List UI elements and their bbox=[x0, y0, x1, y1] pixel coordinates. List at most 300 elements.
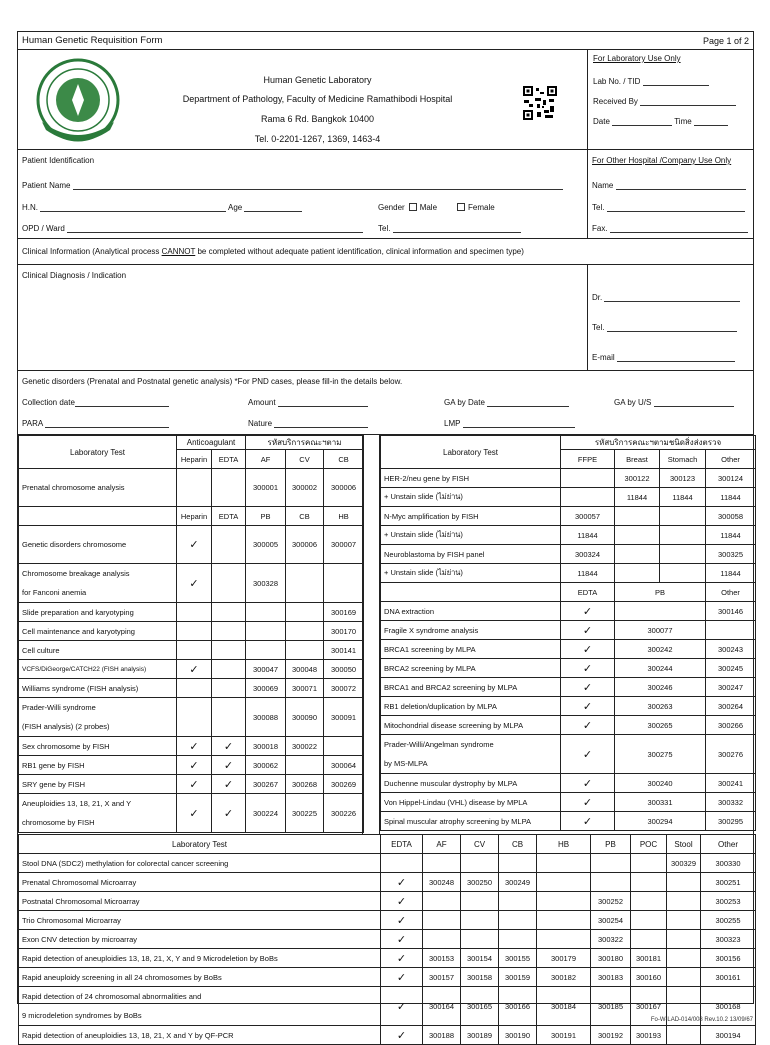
code-cell[interactable]: 300005 bbox=[246, 526, 286, 564]
code-cell[interactable]: 300123 bbox=[660, 469, 706, 488]
code-cell[interactable]: 300188 bbox=[423, 1026, 461, 1045]
lt-header-code: รหัสบริการคณะฯตาม bbox=[246, 436, 364, 450]
bt-h-poc: POC bbox=[631, 835, 667, 854]
check-mark: ✓ bbox=[212, 756, 246, 775]
bt-h-edta: EDTA bbox=[381, 835, 423, 854]
code-cell[interactable]: 300166 bbox=[499, 987, 537, 1026]
code-cell[interactable]: 300243 bbox=[706, 640, 756, 659]
test-aneuploidies-fish[interactable] bbox=[19, 794, 177, 833]
code-cell[interactable]: 300154 bbox=[461, 949, 499, 968]
bottom-test-name[interactable]: Rapid detection of aneuploidies 13, 18, 21, X and Y by QF-PCR bbox=[19, 1026, 381, 1045]
code-cell[interactable]: 11844 bbox=[706, 564, 756, 583]
rt-h2-pb: PB bbox=[615, 583, 706, 602]
code-cell[interactable]: 300169 bbox=[324, 603, 364, 622]
doctor-panel bbox=[587, 265, 753, 370]
test-chromosome-breakage[interactable] bbox=[19, 564, 177, 603]
other-name-label: Name bbox=[592, 181, 614, 190]
check-mark: ✓ bbox=[177, 564, 212, 603]
lt-h2-heparin: Heparin bbox=[177, 507, 212, 526]
code-cell[interactable] bbox=[423, 930, 461, 949]
code-cell[interactable]: 300250 bbox=[461, 873, 499, 892]
test-line: Prader-Willi syndrome bbox=[22, 703, 96, 712]
genetic-title: Genetic disorders (Prenatal and Postnatal genetic analysis) *For PND cases, please fill-in the details below. bbox=[22, 377, 403, 386]
ga-us-field[interactable] bbox=[654, 399, 734, 407]
test-unstain-slide[interactable]: + Unstain slide (ไม่ย่าน) bbox=[381, 526, 561, 545]
test-vhl[interactable]: Von Hippel-Lindau (VHL) disease by MPLA bbox=[381, 793, 561, 812]
code-cell[interactable] bbox=[499, 930, 537, 949]
ga-date-field[interactable] bbox=[487, 399, 569, 407]
lmp-label: LMP bbox=[444, 419, 461, 428]
code-cell[interactable]: 300077 bbox=[615, 621, 706, 640]
patient-tel-field[interactable] bbox=[393, 225, 521, 233]
code-cell[interactable] bbox=[667, 968, 701, 987]
code-cell[interactable]: 300191 bbox=[537, 1026, 591, 1045]
code-cell[interactable]: 300179 bbox=[537, 949, 591, 968]
code-cell[interactable]: 300192 bbox=[591, 1026, 631, 1045]
collection-date-field[interactable] bbox=[75, 399, 169, 407]
check-mark: ✓ bbox=[381, 911, 423, 930]
lt-h2-pb: PB bbox=[246, 507, 286, 526]
dr-field[interactable] bbox=[604, 294, 740, 302]
check-mark: ✓ bbox=[177, 794, 212, 833]
male-checkbox[interactable] bbox=[409, 203, 417, 211]
code-cell[interactable]: 300072 bbox=[324, 679, 364, 698]
code-cell[interactable]: 300194 bbox=[701, 1026, 756, 1045]
test-vcfs[interactable]: VCFS/DiGeorge/CATCH22 (FISH analysis) bbox=[19, 660, 177, 679]
lmp-field[interactable] bbox=[463, 420, 575, 428]
bottom-test-name[interactable]: Stool DNA (SDC2) methylation for colorectal cancer screening bbox=[19, 854, 381, 873]
test-duchenne[interactable]: Duchenne muscular dystrophy by MLPA bbox=[381, 774, 561, 793]
code-cell[interactable]: 300155 bbox=[499, 949, 537, 968]
code-cell[interactable]: 300240 bbox=[615, 774, 706, 793]
clinical-note-cannot: CANNOT bbox=[161, 247, 196, 256]
code-cell[interactable]: 300006 bbox=[286, 526, 324, 564]
code-cell[interactable]: 300295 bbox=[706, 812, 756, 831]
lab-use-panel bbox=[587, 50, 753, 149]
date-field[interactable] bbox=[612, 118, 672, 126]
code-cell[interactable]: 300275 bbox=[615, 735, 706, 774]
opd-ward-label: OPD / Ward bbox=[22, 224, 65, 233]
code-cell[interactable] bbox=[667, 930, 701, 949]
code-cell[interactable]: 300048 bbox=[286, 660, 324, 679]
code-cell[interactable]: 300328 bbox=[246, 564, 286, 603]
test-mitochondrial[interactable]: Mitochondrial disease screening by MLPA bbox=[381, 716, 561, 735]
code-cell[interactable]: 300331 bbox=[615, 793, 706, 812]
code-cell[interactable]: 300181 bbox=[631, 949, 667, 968]
code-cell[interactable] bbox=[667, 911, 701, 930]
clinical-diagnosis-area[interactable] bbox=[18, 265, 587, 370]
rt-h-breast: Breast bbox=[615, 450, 660, 469]
test-prenatal-chromosome[interactable]: Prenatal chromosome analysis bbox=[19, 469, 177, 507]
test-unstain-slide[interactable]: + Unstain slide (ไม่ย่าน) bbox=[381, 488, 561, 507]
code-cell[interactable] bbox=[667, 949, 701, 968]
code-cell[interactable]: 300153 bbox=[423, 949, 461, 968]
bottom-test-name[interactable]: Prenatal Chromosomal Microarray bbox=[19, 873, 381, 892]
test-brca2[interactable]: BRCA2 screening by MLPA bbox=[381, 659, 561, 678]
code-cell[interactable] bbox=[461, 911, 499, 930]
code-cell[interactable]: 300324 bbox=[561, 545, 615, 564]
test-sma[interactable]: Spinal muscular atrophy screening by MLPA bbox=[381, 812, 561, 831]
code-cell[interactable] bbox=[537, 911, 591, 930]
patient-id-title: Patient Identification bbox=[22, 156, 95, 165]
form-code-footer: Fo-W-LAD-014/008 Rev.10.2 13/09/67 bbox=[650, 1017, 753, 1023]
code-cell[interactable]: 300268 bbox=[286, 775, 324, 794]
code-cell[interactable] bbox=[537, 930, 591, 949]
code-cell[interactable]: 300248 bbox=[423, 873, 461, 892]
test-cell-culture[interactable]: Cell culture bbox=[19, 641, 177, 660]
rt-h2-edta: EDTA bbox=[561, 583, 615, 602]
other-tel-label: Tel. bbox=[592, 203, 605, 212]
check-mark: ✓ bbox=[212, 737, 246, 756]
code-cell[interactable]: 300323 bbox=[701, 930, 756, 949]
code-cell[interactable]: 300255 bbox=[701, 911, 756, 930]
code-cell[interactable]: 300064 bbox=[324, 756, 364, 775]
bt-h-stool: Stool bbox=[667, 835, 701, 854]
code-cell[interactable]: 300168 bbox=[701, 987, 756, 1026]
code-cell[interactable]: 300265 bbox=[615, 716, 706, 735]
code-cell[interactable]: 300329 bbox=[667, 854, 701, 873]
hn-field[interactable] bbox=[40, 204, 226, 212]
other-hospital-title: For Other Hospital /Company Use Only bbox=[592, 156, 732, 165]
code-cell[interactable]: 300294 bbox=[615, 812, 706, 831]
department: Department of Pathology, Faculty of Medicine Ramathibodi Hospital bbox=[182, 94, 453, 104]
code-cell[interactable]: 11844 bbox=[561, 526, 615, 545]
code-cell[interactable]: 300158 bbox=[461, 968, 499, 987]
code-cell[interactable]: 300182 bbox=[537, 968, 591, 987]
code-cell[interactable]: 300018 bbox=[246, 737, 286, 756]
code-cell[interactable]: 11844 bbox=[660, 488, 706, 507]
test-line: (FISH analysis) (2 probes) bbox=[22, 722, 110, 731]
lt-h-edta: EDTA bbox=[212, 450, 246, 469]
rt-h-other: Other bbox=[706, 450, 756, 469]
lt-h-af: AF bbox=[246, 450, 286, 469]
code-cell[interactable]: 300276 bbox=[706, 735, 756, 774]
code-cell[interactable]: 300146 bbox=[706, 602, 756, 621]
check-mark: ✓ bbox=[561, 640, 615, 659]
lab-no-field[interactable] bbox=[643, 78, 709, 86]
female-label: Female bbox=[468, 203, 495, 212]
code-cell[interactable]: 300183 bbox=[591, 968, 631, 987]
code-cell[interactable]: 300069 bbox=[246, 679, 286, 698]
code-cell[interactable]: 300225 bbox=[286, 794, 324, 833]
other-name-field[interactable] bbox=[616, 182, 746, 190]
code-cell[interactable] bbox=[461, 854, 499, 873]
code-cell[interactable]: 300090 bbox=[286, 698, 324, 737]
lab-telephone: Tel. 0-2201-1267, 1369, 1463-4 bbox=[254, 134, 381, 144]
code-cell[interactable] bbox=[631, 911, 667, 930]
test-brca1-brca2[interactable]: BRCA1 and BRCA2 screening by MLPA bbox=[381, 678, 561, 697]
code-cell[interactable]: 300058 bbox=[706, 507, 756, 526]
code-cell[interactable] bbox=[537, 854, 591, 873]
code-cell[interactable] bbox=[461, 930, 499, 949]
code-cell[interactable]: 300164 bbox=[423, 987, 461, 1026]
test-line: for Fanconi anemia bbox=[22, 588, 87, 597]
check-mark: ✓ bbox=[561, 678, 615, 697]
bt-h-pb: PB bbox=[591, 835, 631, 854]
code-cell[interactable]: 300242 bbox=[615, 640, 706, 659]
address: Rama 6 Rd. Bangkok 10400 bbox=[260, 114, 375, 124]
lt-h2-cb: CB bbox=[286, 507, 324, 526]
amount-field[interactable] bbox=[278, 399, 368, 407]
code-cell[interactable] bbox=[591, 854, 631, 873]
code-cell[interactable]: 300006 bbox=[324, 469, 364, 507]
rt-header-code: รหัสบริการคณะฯตามชนิดสิ่งส่งตรวจ bbox=[561, 436, 756, 450]
rt-h-stomach: Stomach bbox=[660, 450, 706, 469]
code-cell[interactable]: 300184 bbox=[537, 987, 591, 1026]
test-rb1-mlpa[interactable]: RB1 deletion/duplication by MLPA bbox=[381, 697, 561, 716]
age-field[interactable] bbox=[244, 204, 302, 212]
other-tel-field[interactable] bbox=[607, 204, 745, 212]
code-cell[interactable]: 11844 bbox=[561, 564, 615, 583]
other-fax-label: Fax. bbox=[592, 224, 608, 233]
code-cell[interactable] bbox=[499, 854, 537, 873]
code-cell[interactable]: 300246 bbox=[615, 678, 706, 697]
check-mark: ✓ bbox=[561, 735, 615, 774]
code-cell[interactable]: 300071 bbox=[286, 679, 324, 698]
table-row bbox=[19, 930, 756, 949]
patient-identification bbox=[18, 150, 587, 238]
code-cell[interactable]: 300022 bbox=[286, 737, 324, 756]
code-cell[interactable]: 300159 bbox=[499, 968, 537, 987]
form-header bbox=[18, 32, 753, 50]
received-by-field[interactable] bbox=[640, 98, 736, 106]
test-line: Rapid detection of 24 chromosomal abnormalities and bbox=[22, 992, 202, 1001]
other-fax-field[interactable] bbox=[610, 225, 748, 233]
code-cell[interactable] bbox=[631, 892, 667, 911]
test-line: Chromosome breakage analysis bbox=[22, 569, 130, 578]
code-cell[interactable]: 11844 bbox=[706, 526, 756, 545]
code-cell[interactable]: 300267 bbox=[246, 775, 286, 794]
rt-h-ffpe: FFPE bbox=[561, 450, 615, 469]
check-mark: ✓ bbox=[561, 697, 615, 716]
code-cell[interactable]: 300245 bbox=[706, 659, 756, 678]
code-cell[interactable]: 300253 bbox=[701, 892, 756, 911]
test-line: Aneuploidies 13, 18, 21, X and Y bbox=[22, 799, 132, 808]
bottom-test-name[interactable] bbox=[19, 987, 381, 1026]
para-field[interactable] bbox=[45, 420, 169, 428]
code-cell[interactable]: 300170 bbox=[324, 622, 364, 641]
patient-name-label: Patient Name bbox=[22, 181, 71, 190]
hospital-logo bbox=[18, 50, 138, 149]
patient-name-field[interactable] bbox=[73, 182, 563, 190]
code-cell[interactable]: 300251 bbox=[701, 873, 756, 892]
test-rb1-fish[interactable]: RB1 gene by FISH bbox=[19, 756, 177, 775]
check-mark: ✓ bbox=[381, 987, 423, 1026]
test-line: chromosome by FISH bbox=[22, 818, 95, 827]
test-her2[interactable]: HER-2/neu gene by FISH bbox=[381, 469, 561, 488]
lab-address-block bbox=[138, 50, 587, 149]
table-row bbox=[19, 987, 756, 1026]
qr-code bbox=[523, 86, 557, 120]
code-cell[interactable] bbox=[631, 873, 667, 892]
code-cell[interactable]: 300325 bbox=[706, 545, 756, 564]
code-cell[interactable] bbox=[423, 911, 461, 930]
lt-h-heparin: Heparin bbox=[177, 450, 212, 469]
code-cell[interactable] bbox=[631, 854, 667, 873]
test-williams[interactable]: Williams syndrome (FISH analysis) bbox=[19, 679, 177, 698]
code-cell[interactable]: 300264 bbox=[706, 697, 756, 716]
amount-label: Amount bbox=[248, 398, 276, 407]
genetic-disorders-section bbox=[18, 371, 753, 435]
code-cell[interactable]: 300062 bbox=[246, 756, 286, 775]
hn-label: H.N. bbox=[22, 203, 38, 212]
table-row bbox=[19, 968, 756, 987]
left-test-table bbox=[18, 435, 364, 833]
test-genetic-disorders[interactable]: Genetic disorders chromosome bbox=[19, 526, 177, 564]
code-cell[interactable] bbox=[423, 854, 461, 873]
clinical-info-note bbox=[18, 239, 753, 265]
test-dna-extraction[interactable]: DNA extraction bbox=[381, 602, 561, 621]
check-mark: ✓ bbox=[177, 526, 212, 564]
code-cell[interactable]: 300124 bbox=[706, 469, 756, 488]
code-cell[interactable]: 300247 bbox=[706, 678, 756, 697]
bt-h-cv: CV bbox=[461, 835, 499, 854]
test-prader-willi[interactable] bbox=[19, 698, 177, 737]
lab-use-title: For Laboratory Use Only bbox=[593, 54, 681, 63]
table-row bbox=[19, 873, 756, 892]
clinical-note-pre: Clinical Information (Analytical process bbox=[22, 247, 162, 256]
code-cell[interactable]: 300091 bbox=[324, 698, 364, 737]
opd-ward-field[interactable] bbox=[67, 225, 363, 233]
email-field[interactable] bbox=[617, 354, 735, 362]
rt-header-test: Laboratory Test bbox=[381, 436, 561, 469]
code-cell[interactable]: 300263 bbox=[615, 697, 706, 716]
code-cell[interactable]: 300167 bbox=[631, 987, 667, 1026]
test-prader-willi-angelman[interactable] bbox=[381, 735, 561, 774]
time-field[interactable] bbox=[694, 118, 728, 126]
bottom-test-name[interactable]: Trio Chromosomal Microarray bbox=[19, 911, 381, 930]
bottom-test-table bbox=[18, 834, 756, 1045]
check-mark: ✓ bbox=[177, 737, 212, 756]
code-cell[interactable] bbox=[667, 892, 701, 911]
code-cell[interactable] bbox=[423, 892, 461, 911]
code-cell[interactable]: 300254 bbox=[591, 911, 631, 930]
code-cell[interactable]: 300190 bbox=[499, 1026, 537, 1045]
code-cell[interactable]: 300249 bbox=[499, 873, 537, 892]
age-label: Age bbox=[228, 203, 243, 212]
check-mark: ✓ bbox=[561, 716, 615, 735]
code-cell[interactable]: 11844 bbox=[706, 488, 756, 507]
check-mark bbox=[381, 854, 423, 873]
gender-label: Gender bbox=[378, 203, 405, 212]
bottom-test-name[interactable]: Exon CNV detection by microarray bbox=[19, 930, 381, 949]
table-row bbox=[19, 949, 756, 968]
time-label: Time bbox=[674, 117, 692, 126]
code-cell[interactable]: 300161 bbox=[701, 968, 756, 987]
patient-tel-label: Tel. bbox=[378, 224, 391, 233]
check-mark: ✓ bbox=[177, 756, 212, 775]
code-cell[interactable]: 300088 bbox=[246, 698, 286, 737]
nature-field[interactable] bbox=[274, 420, 368, 428]
dr-label: Dr. bbox=[592, 293, 603, 302]
code-cell[interactable] bbox=[499, 911, 537, 930]
table-row bbox=[19, 1026, 756, 1045]
code-cell[interactable] bbox=[667, 1026, 701, 1045]
code-cell[interactable]: 300241 bbox=[706, 774, 756, 793]
collection-date-label: Collection date bbox=[22, 398, 75, 407]
code-cell[interactable]: 300244 bbox=[615, 659, 706, 678]
test-line: 9 microdeletion syndromes by BoBs bbox=[22, 1011, 142, 1020]
code-cell[interactable]: 300322 bbox=[591, 930, 631, 949]
code-cell[interactable]: 300189 bbox=[461, 1026, 499, 1045]
check-mark: ✓ bbox=[381, 873, 423, 892]
check-mark: ✓ bbox=[561, 812, 615, 831]
code-cell[interactable]: 300157 bbox=[423, 968, 461, 987]
code-cell[interactable]: 300160 bbox=[631, 968, 667, 987]
test-line: Prader-Willi/Angelman syndrome bbox=[384, 740, 494, 749]
code-cell[interactable]: 300252 bbox=[591, 892, 631, 911]
code-cell[interactable]: 300001 bbox=[246, 469, 286, 507]
code-cell[interactable] bbox=[667, 873, 701, 892]
test-fragile-x[interactable]: Fragile X syndrome analysis bbox=[381, 621, 561, 640]
bottom-test-name[interactable]: Postnatal Chromosomal Microarray bbox=[19, 892, 381, 911]
code-cell[interactable] bbox=[537, 873, 591, 892]
code-cell[interactable] bbox=[631, 930, 667, 949]
code-cell[interactable] bbox=[499, 892, 537, 911]
code-cell[interactable]: 11844 bbox=[615, 488, 660, 507]
table-row bbox=[19, 911, 756, 930]
check-mark: ✓ bbox=[177, 775, 212, 794]
clinical-diagnosis-label: Clinical Diagnosis / Indication bbox=[22, 271, 127, 280]
check-mark: ✓ bbox=[381, 949, 423, 968]
check-mark: ✓ bbox=[561, 602, 615, 621]
lt-header-anticoagulant: Anticoagulant bbox=[177, 436, 246, 450]
code-cell[interactable]: 300057 bbox=[561, 507, 615, 526]
code-cell[interactable]: 300224 bbox=[246, 794, 286, 833]
code-cell[interactable]: 300007 bbox=[324, 526, 364, 564]
lt-h-cb: CB bbox=[324, 450, 364, 469]
bottom-test-name[interactable]: Rapid detection of aneuploidies 13, 18, 21, X, Y and 9 Microdeletion by BoBs bbox=[19, 949, 381, 968]
code-cell[interactable]: 300047 bbox=[246, 660, 286, 679]
code-cell[interactable]: 300165 bbox=[461, 987, 499, 1026]
code-cell[interactable]: 300193 bbox=[631, 1026, 667, 1045]
code-cell[interactable] bbox=[591, 873, 631, 892]
test-slide-prep[interactable]: Slide preparation and karyotyping bbox=[19, 603, 177, 622]
test-sex-chromosome[interactable]: Sex chromosome by FISH bbox=[19, 737, 177, 756]
check-mark: ✓ bbox=[381, 892, 423, 911]
para-label: PARA bbox=[22, 419, 43, 428]
code-cell[interactable]: 300141 bbox=[324, 641, 364, 660]
bottom-test-name[interactable]: Rapid aneuploidy screening in all 24 chromosomes by BoBs bbox=[19, 968, 381, 987]
code-cell[interactable] bbox=[461, 892, 499, 911]
dr-tel-field[interactable] bbox=[607, 324, 737, 332]
test-brca1[interactable]: BRCA1 screening by MLPA bbox=[381, 640, 561, 659]
code-cell[interactable]: 300050 bbox=[324, 660, 364, 679]
check-mark: ✓ bbox=[381, 930, 423, 949]
code-cell[interactable]: 300185 bbox=[591, 987, 631, 1026]
test-cell-maintenance[interactable]: Cell maintenance and karyotyping bbox=[19, 622, 177, 641]
code-cell[interactable]: 300122 bbox=[615, 469, 660, 488]
code-cell[interactable]: 300226 bbox=[324, 794, 364, 833]
test-sry-fish[interactable]: SRY gene by FISH bbox=[19, 775, 177, 794]
female-checkbox[interactable] bbox=[457, 203, 465, 211]
code-cell[interactable]: 300332 bbox=[706, 793, 756, 812]
code-cell[interactable]: 300330 bbox=[701, 854, 756, 873]
table-row bbox=[19, 854, 756, 873]
code-cell[interactable]: 300002 bbox=[286, 469, 324, 507]
code-cell[interactable] bbox=[537, 892, 591, 911]
code-cell[interactable]: 300269 bbox=[324, 775, 364, 794]
check-mark: ✓ bbox=[561, 621, 615, 640]
code-cell[interactable]: 300156 bbox=[701, 949, 756, 968]
code-cell[interactable]: 300180 bbox=[591, 949, 631, 968]
test-unstain-slide[interactable]: + Unstain slide (ไม่ย่าน) bbox=[381, 564, 561, 583]
lt-header-test: Laboratory Test bbox=[19, 436, 177, 469]
test-nmyc[interactable]: N-Myc amplification by FISH bbox=[381, 507, 561, 526]
check-mark: ✓ bbox=[177, 660, 212, 679]
code-cell[interactable]: 300266 bbox=[706, 716, 756, 735]
test-neuroblastoma[interactable]: Neuroblastoma by FISH panel bbox=[381, 545, 561, 564]
